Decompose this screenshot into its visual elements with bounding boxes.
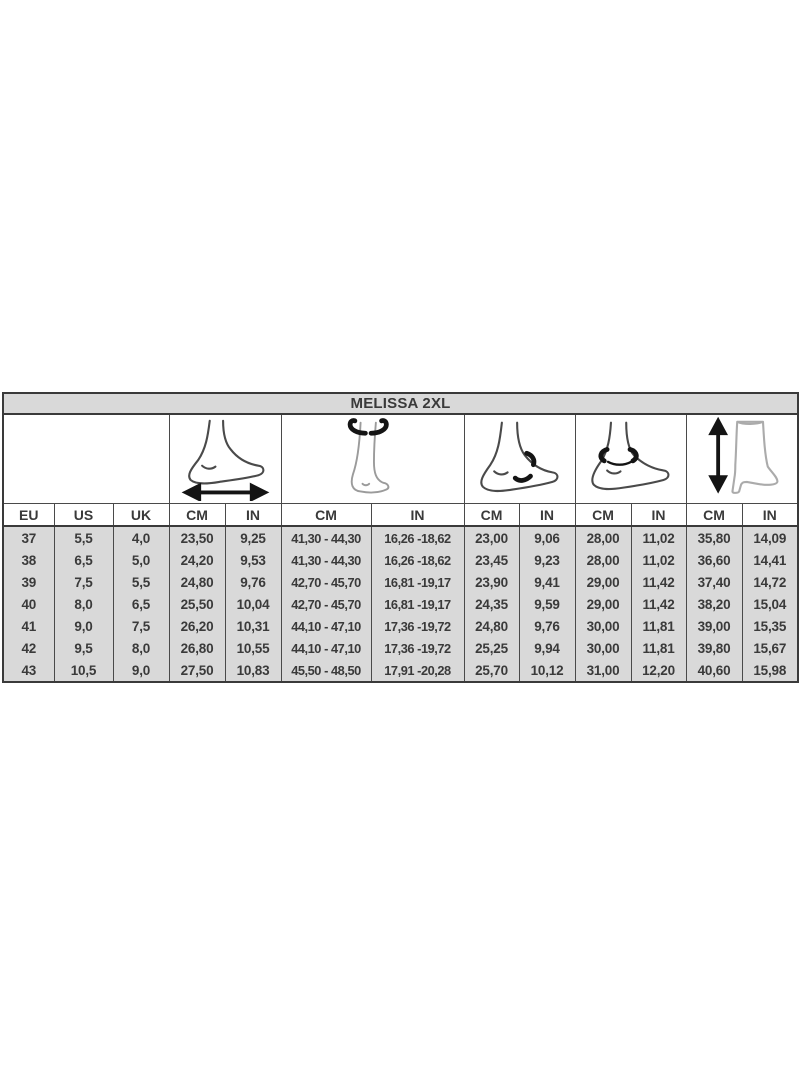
cell: 39,80	[686, 637, 742, 659]
cell: 9,53	[225, 549, 281, 571]
cell: 9,76	[225, 571, 281, 593]
cell: 44,10 - 47,10	[281, 637, 371, 659]
cell: 40,60	[686, 659, 742, 682]
cell: 39	[3, 571, 54, 593]
instep-circumference-icon	[467, 417, 573, 501]
cell: 11,42	[631, 593, 686, 615]
col-header-in: IN	[519, 504, 575, 527]
cell: 17,91 -20,28	[371, 659, 464, 682]
cell: 7,5	[113, 615, 169, 637]
table-row	[3, 571, 798, 593]
cell: 31,00	[575, 659, 631, 682]
cell: 24,35	[464, 593, 519, 615]
cell: 37	[3, 526, 54, 549]
ankle-circumference-cell	[575, 414, 686, 504]
boot-height-cell	[686, 414, 798, 504]
cell: 16,26 -18,62	[371, 549, 464, 571]
cell: 16,81 -19,17	[371, 593, 464, 615]
cell: 15,35	[742, 615, 798, 637]
cell: 24,80	[169, 571, 225, 593]
table-row	[3, 615, 798, 637]
cell: 9,25	[225, 526, 281, 549]
col-header-cm: CM	[464, 504, 519, 527]
cell: 12,20	[631, 659, 686, 682]
cell: 4,0	[113, 526, 169, 549]
cell: 23,90	[464, 571, 519, 593]
cell: 25,70	[464, 659, 519, 682]
measurement-icon-row	[3, 414, 798, 504]
cell: 26,20	[169, 615, 225, 637]
cell: 43	[3, 659, 54, 682]
foot-length-icon	[172, 417, 278, 501]
cell: 7,5	[54, 571, 113, 593]
col-header-in: IN	[225, 504, 281, 527]
cell: 42	[3, 637, 54, 659]
cell: 10,04	[225, 593, 281, 615]
table-row	[3, 659, 798, 682]
col-header-in: IN	[742, 504, 798, 527]
col-header-eu: EU	[3, 504, 54, 527]
cell: 5,5	[54, 526, 113, 549]
cell: 39,00	[686, 615, 742, 637]
cell: 17,36 -19,72	[371, 637, 464, 659]
cell: 29,00	[575, 593, 631, 615]
cell: 36,60	[686, 549, 742, 571]
cell: 11,02	[631, 526, 686, 549]
cell: 10,5	[54, 659, 113, 682]
cell: 14,41	[742, 549, 798, 571]
cell: 23,50	[169, 526, 225, 549]
cell: 8,0	[113, 637, 169, 659]
col-header-in: IN	[371, 504, 464, 527]
cell: 16,81 -19,17	[371, 571, 464, 593]
cell: 6,5	[54, 549, 113, 571]
col-header-cm: CM	[686, 504, 742, 527]
cell: 5,5	[113, 571, 169, 593]
cell: 11,81	[631, 637, 686, 659]
cell: 14,09	[742, 526, 798, 549]
cell: 14,72	[742, 571, 798, 593]
cell: 10,55	[225, 637, 281, 659]
table-row	[3, 526, 798, 549]
cell: 15,67	[742, 637, 798, 659]
cell: 23,45	[464, 549, 519, 571]
cell: 10,31	[225, 615, 281, 637]
cell: 28,00	[575, 526, 631, 549]
cell: 44,10 - 47,10	[281, 615, 371, 637]
cell: 41,30 - 44,30	[281, 526, 371, 549]
cell: 25,50	[169, 593, 225, 615]
cell: 10,83	[225, 659, 281, 682]
col-header-uk: UK	[113, 504, 169, 527]
column-header-row	[3, 504, 798, 527]
instep-circumference-cell	[464, 414, 575, 504]
foot-length-cell	[169, 414, 281, 504]
empty-cell	[3, 414, 169, 504]
cell: 10,12	[519, 659, 575, 682]
calf-circumference-icon	[318, 417, 428, 501]
cell: 26,80	[169, 637, 225, 659]
cell: 25,25	[464, 637, 519, 659]
col-header-cm: CM	[575, 504, 631, 527]
boot-height-icon	[689, 417, 795, 501]
cell: 9,23	[519, 549, 575, 571]
cell: 45,50 - 48,50	[281, 659, 371, 682]
cell: 30,00	[575, 615, 631, 637]
cell: 8,0	[54, 593, 113, 615]
cell: 23,00	[464, 526, 519, 549]
cell: 11,42	[631, 571, 686, 593]
table-title-row	[3, 393, 798, 414]
cell: 11,02	[631, 549, 686, 571]
col-header-in: IN	[631, 504, 686, 527]
cell: 28,00	[575, 549, 631, 571]
cell: 38	[3, 549, 54, 571]
table-title: MELISSA 2XL	[3, 393, 798, 414]
cell: 9,5	[54, 637, 113, 659]
cell: 41	[3, 615, 54, 637]
table-row	[3, 593, 798, 615]
cell: 15,98	[742, 659, 798, 682]
cell: 15,04	[742, 593, 798, 615]
cell: 29,00	[575, 571, 631, 593]
cell: 30,00	[575, 637, 631, 659]
cell: 9,76	[519, 615, 575, 637]
cell: 24,20	[169, 549, 225, 571]
col-header-cm: CM	[169, 504, 225, 527]
cell: 27,50	[169, 659, 225, 682]
cell: 42,70 - 45,70	[281, 593, 371, 615]
col-header-us: US	[54, 504, 113, 527]
cell: 38,20	[686, 593, 742, 615]
cell: 5,0	[113, 549, 169, 571]
col-header-cm: CM	[281, 504, 371, 527]
cell: 16,26 -18,62	[371, 526, 464, 549]
table-row	[3, 549, 798, 571]
cell: 9,0	[113, 659, 169, 682]
cell: 24,80	[464, 615, 519, 637]
ankle-circumference-icon	[578, 417, 684, 501]
cell: 40	[3, 593, 54, 615]
table-row	[3, 637, 798, 659]
cell: 6,5	[113, 593, 169, 615]
calf-circumference-cell	[281, 414, 464, 504]
cell: 35,80	[686, 526, 742, 549]
cell: 9,94	[519, 637, 575, 659]
cell: 37,40	[686, 571, 742, 593]
cell: 11,81	[631, 615, 686, 637]
cell: 9,41	[519, 571, 575, 593]
cell: 9,59	[519, 593, 575, 615]
size-chart-table	[2, 392, 799, 683]
cell: 42,70 - 45,70	[281, 571, 371, 593]
cell: 9,06	[519, 526, 575, 549]
cell: 41,30 - 44,30	[281, 549, 371, 571]
cell: 17,36 -19,72	[371, 615, 464, 637]
cell: 9,0	[54, 615, 113, 637]
